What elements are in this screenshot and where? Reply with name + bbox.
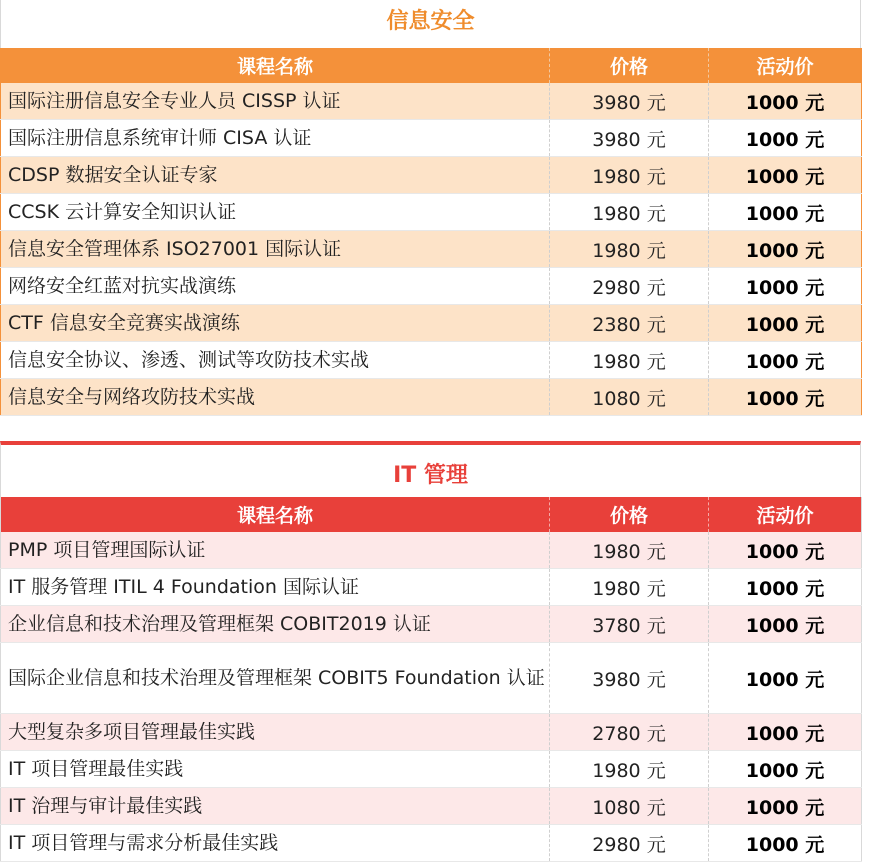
table-row [1, 788, 862, 825]
course-name: 信息安全协议、渗透、测试等攻防技术实战 [1, 342, 550, 379]
table-row [1, 194, 862, 231]
table-header-row [1, 497, 862, 532]
header-price: 价格 [550, 48, 709, 83]
course-name: 国际企业信息和技术治理及管理框架 COBIT5 Foundation 认证 [1, 643, 550, 714]
course-activity-price: 1000 元 [709, 305, 862, 342]
course-activity-price: 1000 元 [709, 825, 862, 862]
table-row [1, 714, 862, 751]
course-activity-price: 1000 元 [709, 268, 862, 305]
course-activity-price: 1000 元 [709, 83, 862, 120]
table-header-row [1, 48, 862, 83]
course-price: 3780 元 [550, 606, 709, 643]
course-price: 1080 元 [550, 788, 709, 825]
table-row [1, 268, 862, 305]
section-it-management [0, 441, 861, 862]
table-row [1, 751, 862, 788]
course-activity-price: 1000 元 [709, 120, 862, 157]
course-name: 信息安全管理体系 ISO27001 国际认证 [1, 231, 550, 268]
course-price: 2380 元 [550, 305, 709, 342]
course-price: 2980 元 [550, 825, 709, 862]
course-price: 2980 元 [550, 268, 709, 305]
table-row [1, 532, 862, 569]
course-price: 3980 元 [550, 83, 709, 120]
header-price: 价格 [550, 497, 709, 532]
course-price-table [0, 48, 862, 416]
course-activity-price: 1000 元 [709, 379, 862, 416]
course-name: PMP 项目管理国际认证 [1, 532, 550, 569]
course-price: 2780 元 [550, 714, 709, 751]
course-name: IT 服务管理 ITIL 4 Foundation 国际认证 [1, 569, 550, 606]
course-name: 国际注册信息安全专业人员 CISSP 认证 [1, 83, 550, 120]
table-row [1, 342, 862, 379]
course-name: CCSK 云计算安全知识认证 [1, 194, 550, 231]
course-name: IT 治理与审计最佳实践 [1, 788, 550, 825]
course-activity-price: 1000 元 [709, 788, 862, 825]
table-row [1, 825, 862, 862]
header-course-name: 课程名称 [1, 497, 550, 532]
course-price: 1980 元 [550, 751, 709, 788]
course-price: 1980 元 [550, 342, 709, 379]
course-activity-price: 1000 元 [709, 157, 862, 194]
course-name: IT 项目管理与需求分析最佳实践 [1, 825, 550, 862]
table-row [1, 643, 862, 714]
table-row [1, 305, 862, 342]
table-row [1, 379, 862, 416]
course-price-table [0, 497, 862, 862]
table-row [1, 231, 862, 268]
header-activity-price: 活动价 [709, 48, 862, 83]
table-row [1, 120, 862, 157]
course-activity-price: 1000 元 [709, 643, 862, 714]
course-price: 1980 元 [550, 231, 709, 268]
course-activity-price: 1000 元 [709, 714, 862, 751]
course-name: 网络安全红蓝对抗实战演练 [1, 268, 550, 305]
course-name: 信息安全与网络攻防技术实战 [1, 379, 550, 416]
section-title: 信息安全 [0, 0, 861, 48]
course-name: 企业信息和技术治理及管理框架 COBIT2019 认证 [1, 606, 550, 643]
course-activity-price: 1000 元 [709, 532, 862, 569]
course-price: 1080 元 [550, 379, 709, 416]
course-price: 1980 元 [550, 157, 709, 194]
table-row [1, 83, 862, 120]
course-activity-price: 1000 元 [709, 569, 862, 606]
section-information-security [0, 0, 861, 416]
header-course-name: 课程名称 [1, 48, 550, 83]
header-activity-price: 活动价 [709, 497, 862, 532]
course-name: 大型复杂多项目管理最佳实践 [1, 714, 550, 751]
course-name: 国际注册信息系统审计师 CISA 认证 [1, 120, 550, 157]
section-title: IT 管理 [0, 441, 861, 497]
course-activity-price: 1000 元 [709, 342, 862, 379]
course-price: 1980 元 [550, 569, 709, 606]
course-price: 3980 元 [550, 120, 709, 157]
course-activity-price: 1000 元 [709, 606, 862, 643]
table-row [1, 606, 862, 643]
course-activity-price: 1000 元 [709, 194, 862, 231]
course-activity-price: 1000 元 [709, 751, 862, 788]
table-row [1, 569, 862, 606]
course-name: IT 项目管理最佳实践 [1, 751, 550, 788]
course-price: 3980 元 [550, 643, 709, 714]
course-name: CTF 信息安全竞赛实战演练 [1, 305, 550, 342]
course-name: CDSP 数据安全认证专家 [1, 157, 550, 194]
course-price: 1980 元 [550, 532, 709, 569]
course-activity-price: 1000 元 [709, 231, 862, 268]
course-price: 1980 元 [550, 194, 709, 231]
table-row [1, 157, 862, 194]
